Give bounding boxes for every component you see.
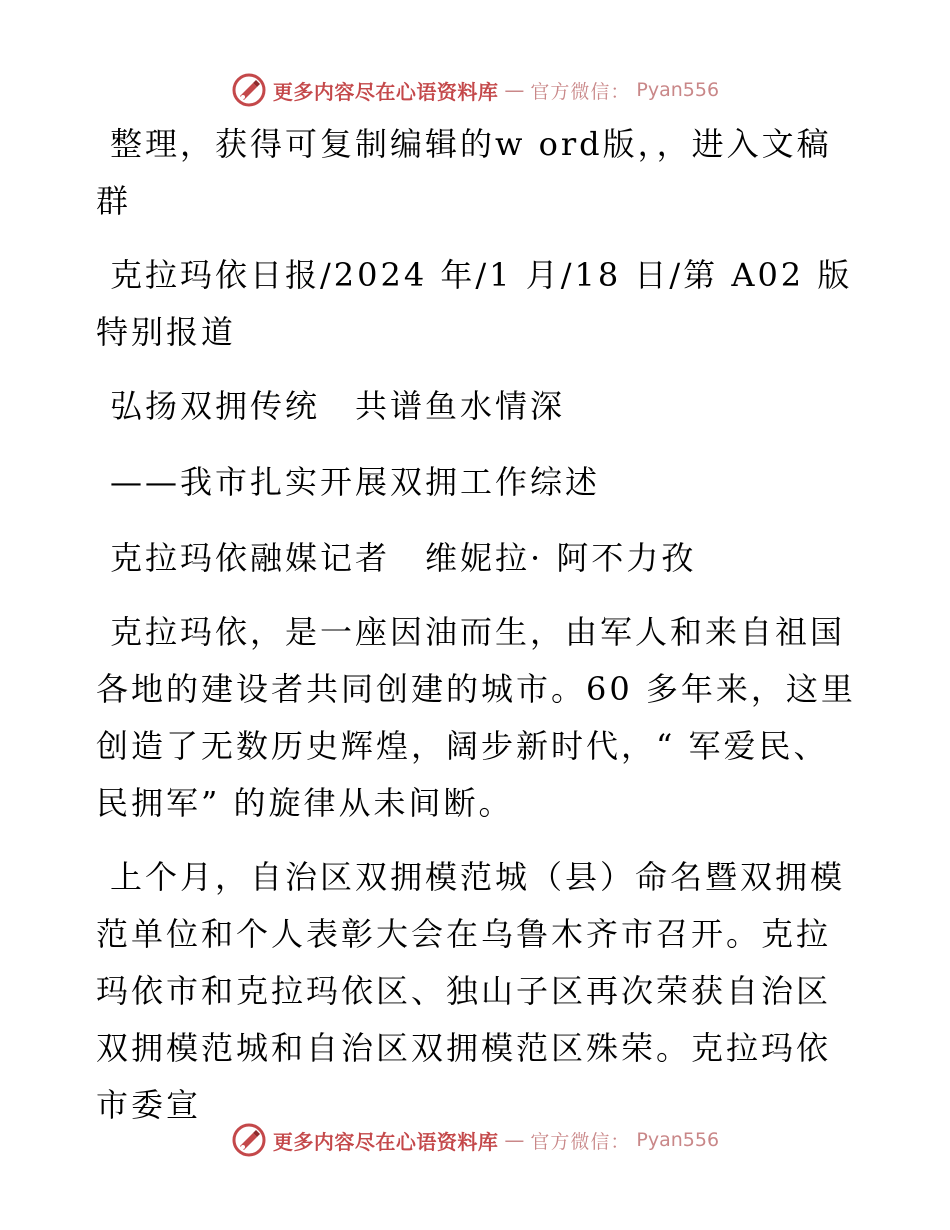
document-body: [96, 116, 856, 1134]
paragraph-body-2: 上个月，自治区双拥模范城（县）命名暨双拥模范单位和个人表彰大会在乌鲁木齐市召开。克拉玛依市和克拉玛依区、独山子区再次荣获自治区双拥模范城和自治区双拥模范区殊荣。克拉玛依市委宣: [96, 858, 846, 1124]
banner-account: Pyan556: [636, 79, 720, 101]
banner-official-label: 官方微信：: [530, 80, 631, 103]
banner-official-label: 官方微信：: [530, 1130, 631, 1153]
banner-dash: —: [504, 78, 525, 102]
banner-account: Pyan556: [636, 1129, 720, 1151]
header-watermark-banner: [0, 68, 950, 112]
article-subtitle: ——我市扎实开展双拥工作综述: [110, 463, 601, 501]
pen-logo-icon: [231, 72, 267, 108]
paragraph-source: 克拉玛依日报/2024 年/1 月/18 日/第 A02 版特别报道: [96, 256, 853, 351]
paragraph-intro: 整理，获得可复制编辑的w ord版，，进入文稿群: [96, 125, 832, 220]
footer-watermark-banner: [0, 1118, 950, 1162]
pen-logo-icon: [231, 1122, 267, 1158]
banner-dash: —: [504, 1128, 525, 1152]
banner-brand-text: 更多内容尽在心语资料库: [272, 79, 499, 104]
banner-brand-text: 更多内容尽在心语资料库: [272, 1129, 499, 1154]
paragraph-body-1: 克拉玛依，是一座因油而生，由军人和来自祖国各地的建设者共同创建的城市。60 多年来，这里创造了无数历史辉煌，阔步新时代，“ 军爱民、民拥军” 的旋律从未间断。: [96, 613, 856, 822]
article-title: 弘扬双拥传统 共谱鱼水情深: [110, 387, 566, 425]
article-byline: 克拉玛依融媒记者 维妮拉· 阿不力孜: [110, 539, 697, 577]
